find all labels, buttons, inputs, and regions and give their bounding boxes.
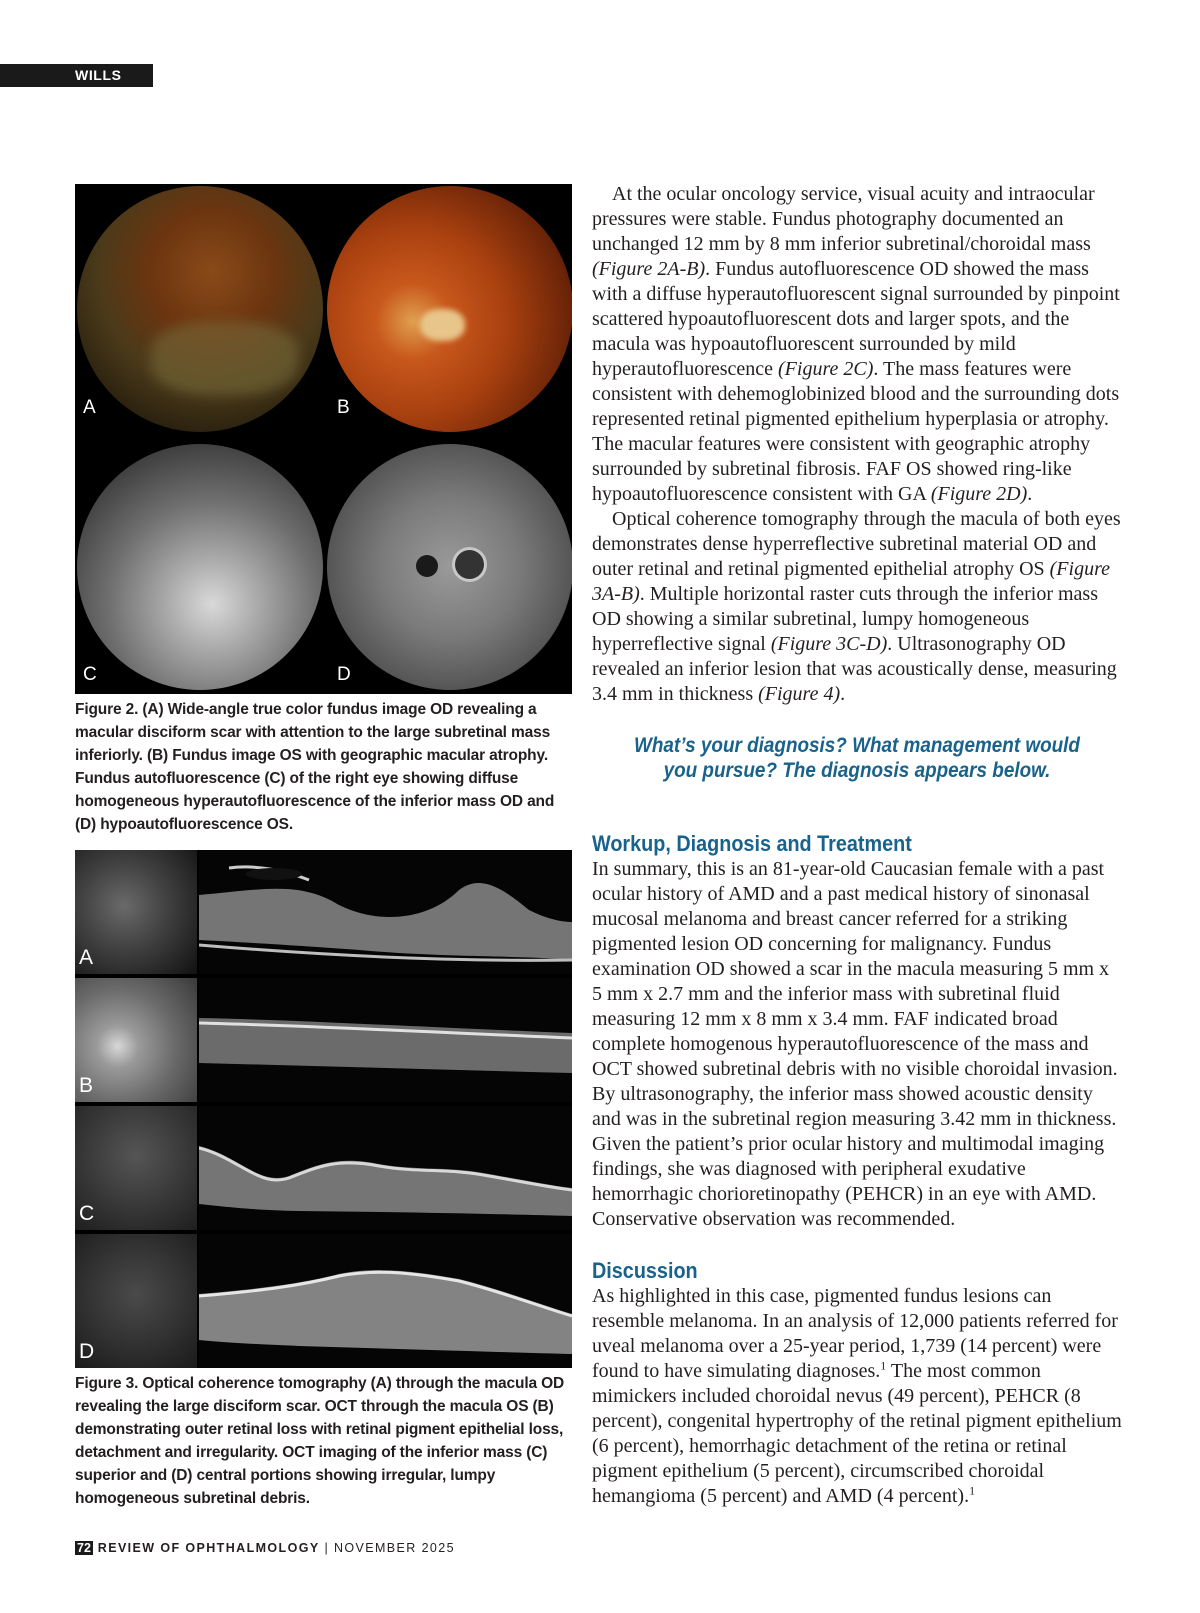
- section-tag: WILLS EYE: [0, 64, 153, 87]
- page-footer: [75, 1540, 455, 1556]
- fundus-image-a: [77, 186, 323, 432]
- panel-letter-a: A: [83, 397, 96, 418]
- workup-heading: Workup, Diagnosis and Treatment: [592, 831, 912, 856]
- diagnosis-callout: What’s your diagnosis? What management would you pursue? The diagnosis appears below.: [634, 734, 1080, 782]
- discussion-paragraph: As highlighted in this case, pigmented fundus lesions can resemble melanoma. In an analysis of 12,000 patients referred for uveal melanoma over a 25-year period, 1,739 (14 percent) were found to have simulating diagnoses.$^1$ The most common mimickers included choroidal nevus (49 percent), PEHCR (8 percent), congenital hypertrophy of the retinal pigment epithelium (6 percent), hemorrhagic detachment of the retina or retinal pigment epithelium (5 percent), circumscribed choroidal hemangioma (5 percent) and AMD (4 percent).$^1$: [592, 1285, 1122, 1507]
- oct-row-a: [75, 850, 572, 974]
- discussion-section: [592, 1284, 1122, 1509]
- figure-2-fundus-images: [75, 184, 572, 694]
- oct-row-c: [75, 1106, 572, 1230]
- oct-scan-d: [199, 1234, 572, 1368]
- issue-date: NOVEMBER 2025: [333, 1541, 455, 1555]
- figure-2-caption: Figure 2. (A) Wide-angle true color fundus image OD revealing a macular disciform scar with attention to the large subretinal mass inferiorly. (B) Fundus image OS with geographic macular atrophy. Fundus autofluorescence (C) of the right eye showing diffuse homogeneous hyperautofluorescence of the inferior mass OD and (D) hypoautofluorescence OS.: [75, 701, 555, 833]
- oct-panel-letter-d: D: [79, 1340, 95, 1363]
- workup-section: [592, 857, 1122, 1232]
- oct-panel-letter-b: B: [79, 1074, 94, 1097]
- figure-3-oct-images: [75, 850, 572, 1368]
- oct-row-d: [75, 1234, 572, 1368]
- oct-panel-letter-c: C: [79, 1202, 95, 1225]
- oct-scan-a: [199, 850, 572, 974]
- fundus-autofluorescence-c: [77, 444, 323, 690]
- discussion-heading: Discussion: [592, 1258, 698, 1283]
- body-paragraph-1: At the ocular oncology service, visual acuity and intraocular pressures were stable. Fundus photography documented an unchanged 12 mm by 8 mm inferior subretinal/choroidal mass (Figure 2A-B). Fundus autofluorescence OD showed the mass with a diffuse hyperautofluorescent signal surrounded by pinpoint scattered hypoautofluorescent dots and larger spots, and the macula was hypoautofluorescent surrounded by mild hyperautofluorescence (Figure 2C). The mass features were consistent with dehemoglobinized blood and the surrounding dots represented retinal pigmented epithelium hyperplasia or atrophy. The macular features were consistent with geographic atrophy surrounded by subretinal fibrosis. FAF OS showed ring-like hypoautofluorescence consistent with GA (Figure 2D).: [592, 183, 1120, 505]
- oct-panel-letter-a: A: [79, 946, 94, 969]
- fundus-autofluorescence-d: [327, 444, 572, 690]
- page-number: 72: [77, 1541, 91, 1555]
- oct-row-b: [75, 978, 572, 1102]
- workup-paragraph: In summary, this is an 81-year-old Caucasian female with a past ocular history of AMD and a past medical history of sinonasal mucosal melanoma and breast cancer referred for a striking pigmented lesion OD concerning for malignancy. Fundus examination OD showed a scar in the macula measuring 5 mm x 5 mm x 2.7 mm and the inferior mass with subretinal fluid measuring 12 mm x 8 mm x 3.4 mm. FAF indicated broad complete homogenous hyperautofluorescence of the mass and OCT showed subretinal debris with no visible choroidal invasion. By ultrasonography, the inferior mass showed acoustic density and was in the subretinal region measuring 3.42 mm in thickness. Given the patient’s prior ocular history and multimodal imaging findings, she was diagnosed with peripheral exudative hemorrhagic chorioretinopathy (PEHCR) in an eye with AMD. Conservative observation was recommended.: [592, 858, 1118, 1230]
- panel-letter-d: D: [337, 664, 351, 685]
- oct-scan-b: [199, 978, 572, 1102]
- oct-thumbnail-a: [75, 850, 197, 974]
- oct-scan-c: [199, 1106, 572, 1230]
- magazine-name: REVIEW OF OPHTHALMOLOGY: [97, 1541, 320, 1555]
- figure-3-caption: Figure 3. Optical coherence tomography (A) through the macula OD revealing the large disciform scar. OCT through the macula OS (B) demonstrating outer retinal loss with retinal pigment epithelial loss, detachment and irregularity. OCT imaging of the inferior mass (C) superior and (D) central portions showing irregular, lumpy homogeneous subretinal debris.: [75, 1375, 565, 1507]
- body-text-column: [592, 182, 1122, 707]
- panel-letter-b: B: [337, 397, 350, 418]
- body-paragraph-2: Optical coherence tomography through the macula of both eyes demonstrates dense hyperreflective subretinal material OD and outer retinal and retinal pigmented epithelial atrophy OS (Figure 3A-B). Multiple horizontal raster cuts through the inferior mass OD showing a similar subretinal, lumpy homogeneous hyperreflective signal (Figure 3C-D). Ultrasonography OD revealed an inferior lesion that was acoustically dense, measuring 3.4 mm in thickness (Figure 4).: [592, 508, 1121, 705]
- oct-thumbnail-b: [75, 978, 197, 1102]
- panel-letter-c: C: [83, 664, 97, 685]
- fundus-image-b: [327, 186, 572, 432]
- footer-separator: |: [324, 1541, 330, 1555]
